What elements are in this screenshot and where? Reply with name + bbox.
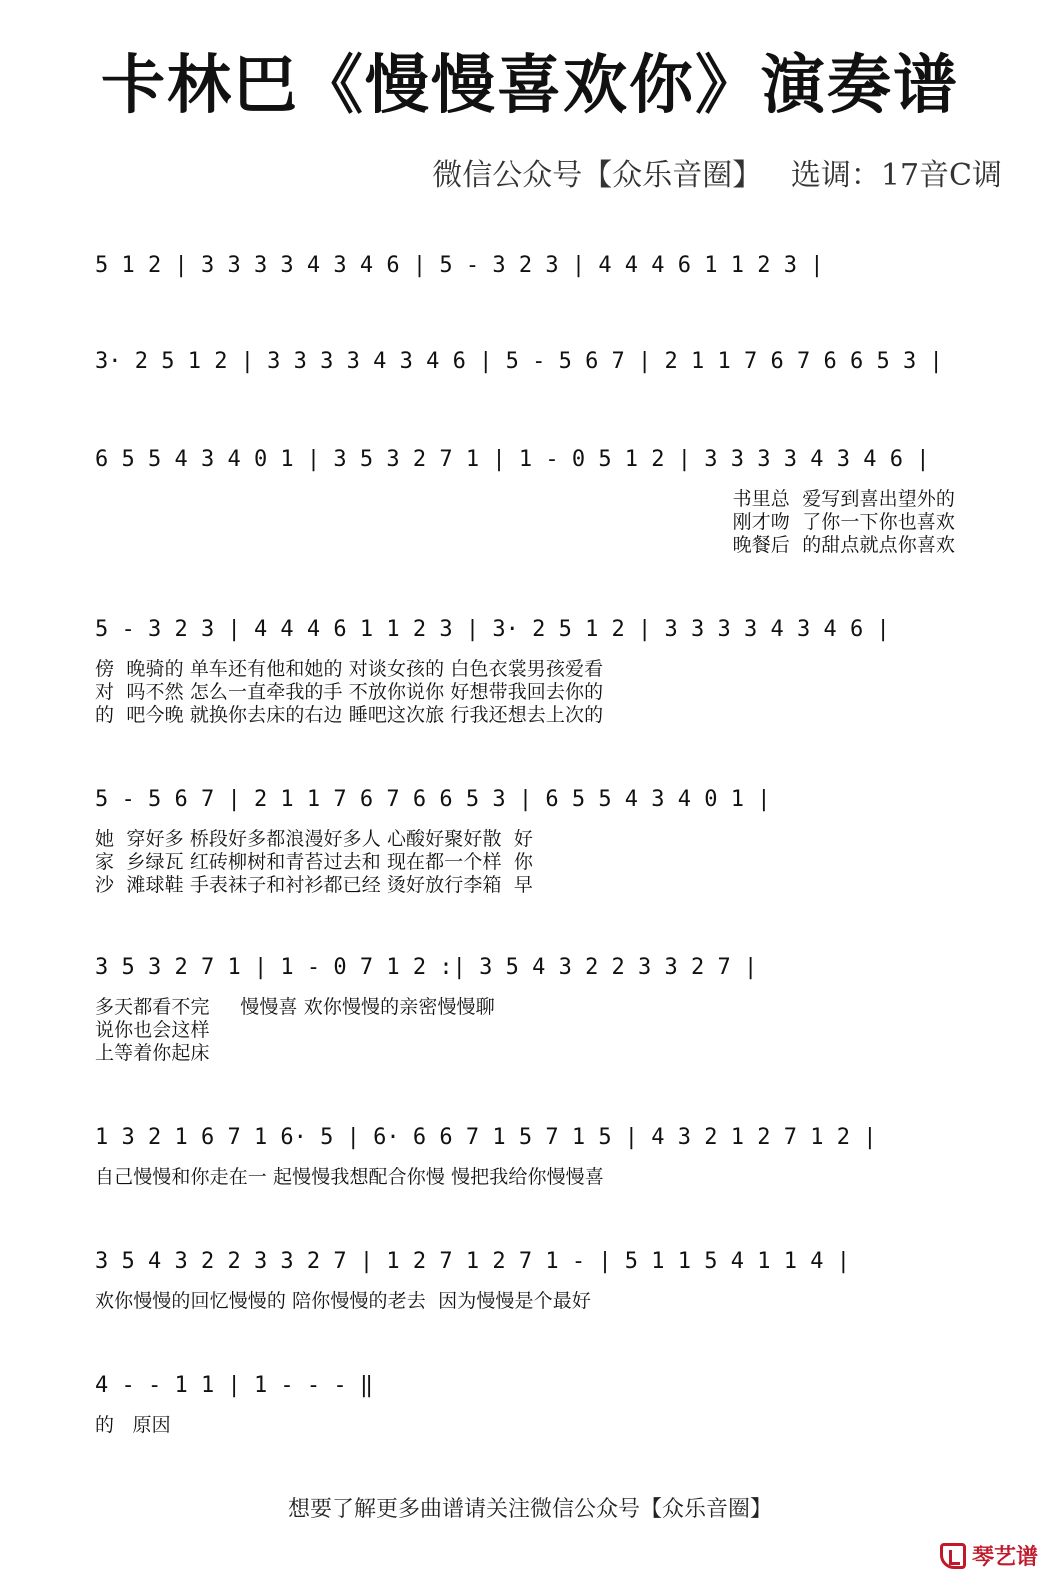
- subtitle: 微信公众号【众乐音圈】 选调：17音C调: [432, 158, 1002, 193]
- lyric-line: 她 穿好多 桥段好多都浪漫好多人 心酸好聚好散 好: [95, 828, 533, 850]
- notation-line: 6 5 5 4 3 4 0 1 | 3 5 3 2 7 1 | 1 - 0 5 1 2 | 3 3 3 3 4 3 4 6 |: [95, 446, 930, 472]
- logo-icon: [940, 1543, 966, 1569]
- notation-line: 5 - 5 6 7 | 2 1 1 7 6 7 6 6 5 3 | 6 5 5 4 3 4 0 1 |: [95, 786, 771, 812]
- lyric-line: 自己慢慢和你走在一 起慢慢我想配合你慢 慢把我给你慢慢喜: [95, 1166, 604, 1188]
- notation-line: 5 1 2 | 3 3 3 3 4 3 4 6 | 5 - 3 2 3 | 4 4 4 6 1 1 2 3 |: [95, 252, 824, 278]
- notation-line: 3 5 4 3 2 2 3 3 2 7 | 1 2 7 1 2 7 1 - | 5 1 1 5 4 1 1 4 |: [95, 1248, 850, 1274]
- lyric-line: 多天都看不完 慢慢喜 欢你慢慢的亲密慢慢聊: [95, 996, 495, 1018]
- notation-line: 3· 2 5 1 2 | 3 3 3 3 4 3 4 6 | 5 - 5 6 7 | 2 1 1 7 6 7 6 6 5 3 |: [95, 348, 943, 374]
- notation-line: 3 5 3 2 7 1 | 1 - 0 7 1 2 :| 3 5 4 3 2 2 3 3 2 7 |: [95, 954, 758, 980]
- notation-line: 5 - 3 2 3 | 4 4 4 6 1 1 2 3 | 3· 2 5 1 2 | 3 3 3 3 4 3 4 6 |: [95, 616, 890, 642]
- logo-text: 琴艺谱: [971, 1545, 1038, 1570]
- notation-line: 4 - - 1 1 | 1 - - - ‖: [95, 1372, 374, 1398]
- lyric-line: 家 乡绿瓦 红砖柳树和青苔过去和 现在都一个样 你: [95, 851, 533, 873]
- lyric-line: 晚餐后 的甜点就点你喜欢: [732, 534, 955, 556]
- lyric-line: 的 原因: [95, 1414, 171, 1436]
- lyric-line: 上等着你起床: [95, 1042, 210, 1064]
- brand-logo: [940, 1540, 1038, 1571]
- lyric-line: 欢你慢慢的回忆慢慢的 陪你慢慢的老去 因为慢慢是个最好: [95, 1290, 591, 1312]
- notation-line: 1 3 2 1 6 7 1 6· 5 | 6· 6 6 7 1 5 7 1 5 | 4 3 2 1 2 7 1 2 |: [95, 1124, 877, 1150]
- page-title: 卡林巴《慢慢喜欢你》演奏谱: [101, 49, 959, 123]
- lyric-line: 书里总 爱写到喜出望外的: [732, 488, 955, 510]
- lyric-line: 的 吧今晚 就换你去床的右边 睡吧这次旅 行我还想去上次的: [95, 704, 604, 726]
- lyric-line: 傍 晚骑的 单车还有他和她的 对谈女孩的 白色衣裳男孩爱看: [95, 658, 604, 680]
- footer-text: 想要了解更多曲谱请关注微信公众号【众乐音圈】: [287, 1497, 772, 1522]
- lyric-line: 刚才吻 了你一下你也喜欢: [732, 511, 955, 533]
- lyric-line: 沙 滩球鞋 手表袜子和衬衫都已经 烫好放行李箱 早: [95, 874, 533, 896]
- lyric-line: 说你也会这样: [95, 1019, 210, 1041]
- lyric-line: 对 吗不然 怎么一直牵我的手 不放你说你 好想带我回去你的: [95, 681, 604, 703]
